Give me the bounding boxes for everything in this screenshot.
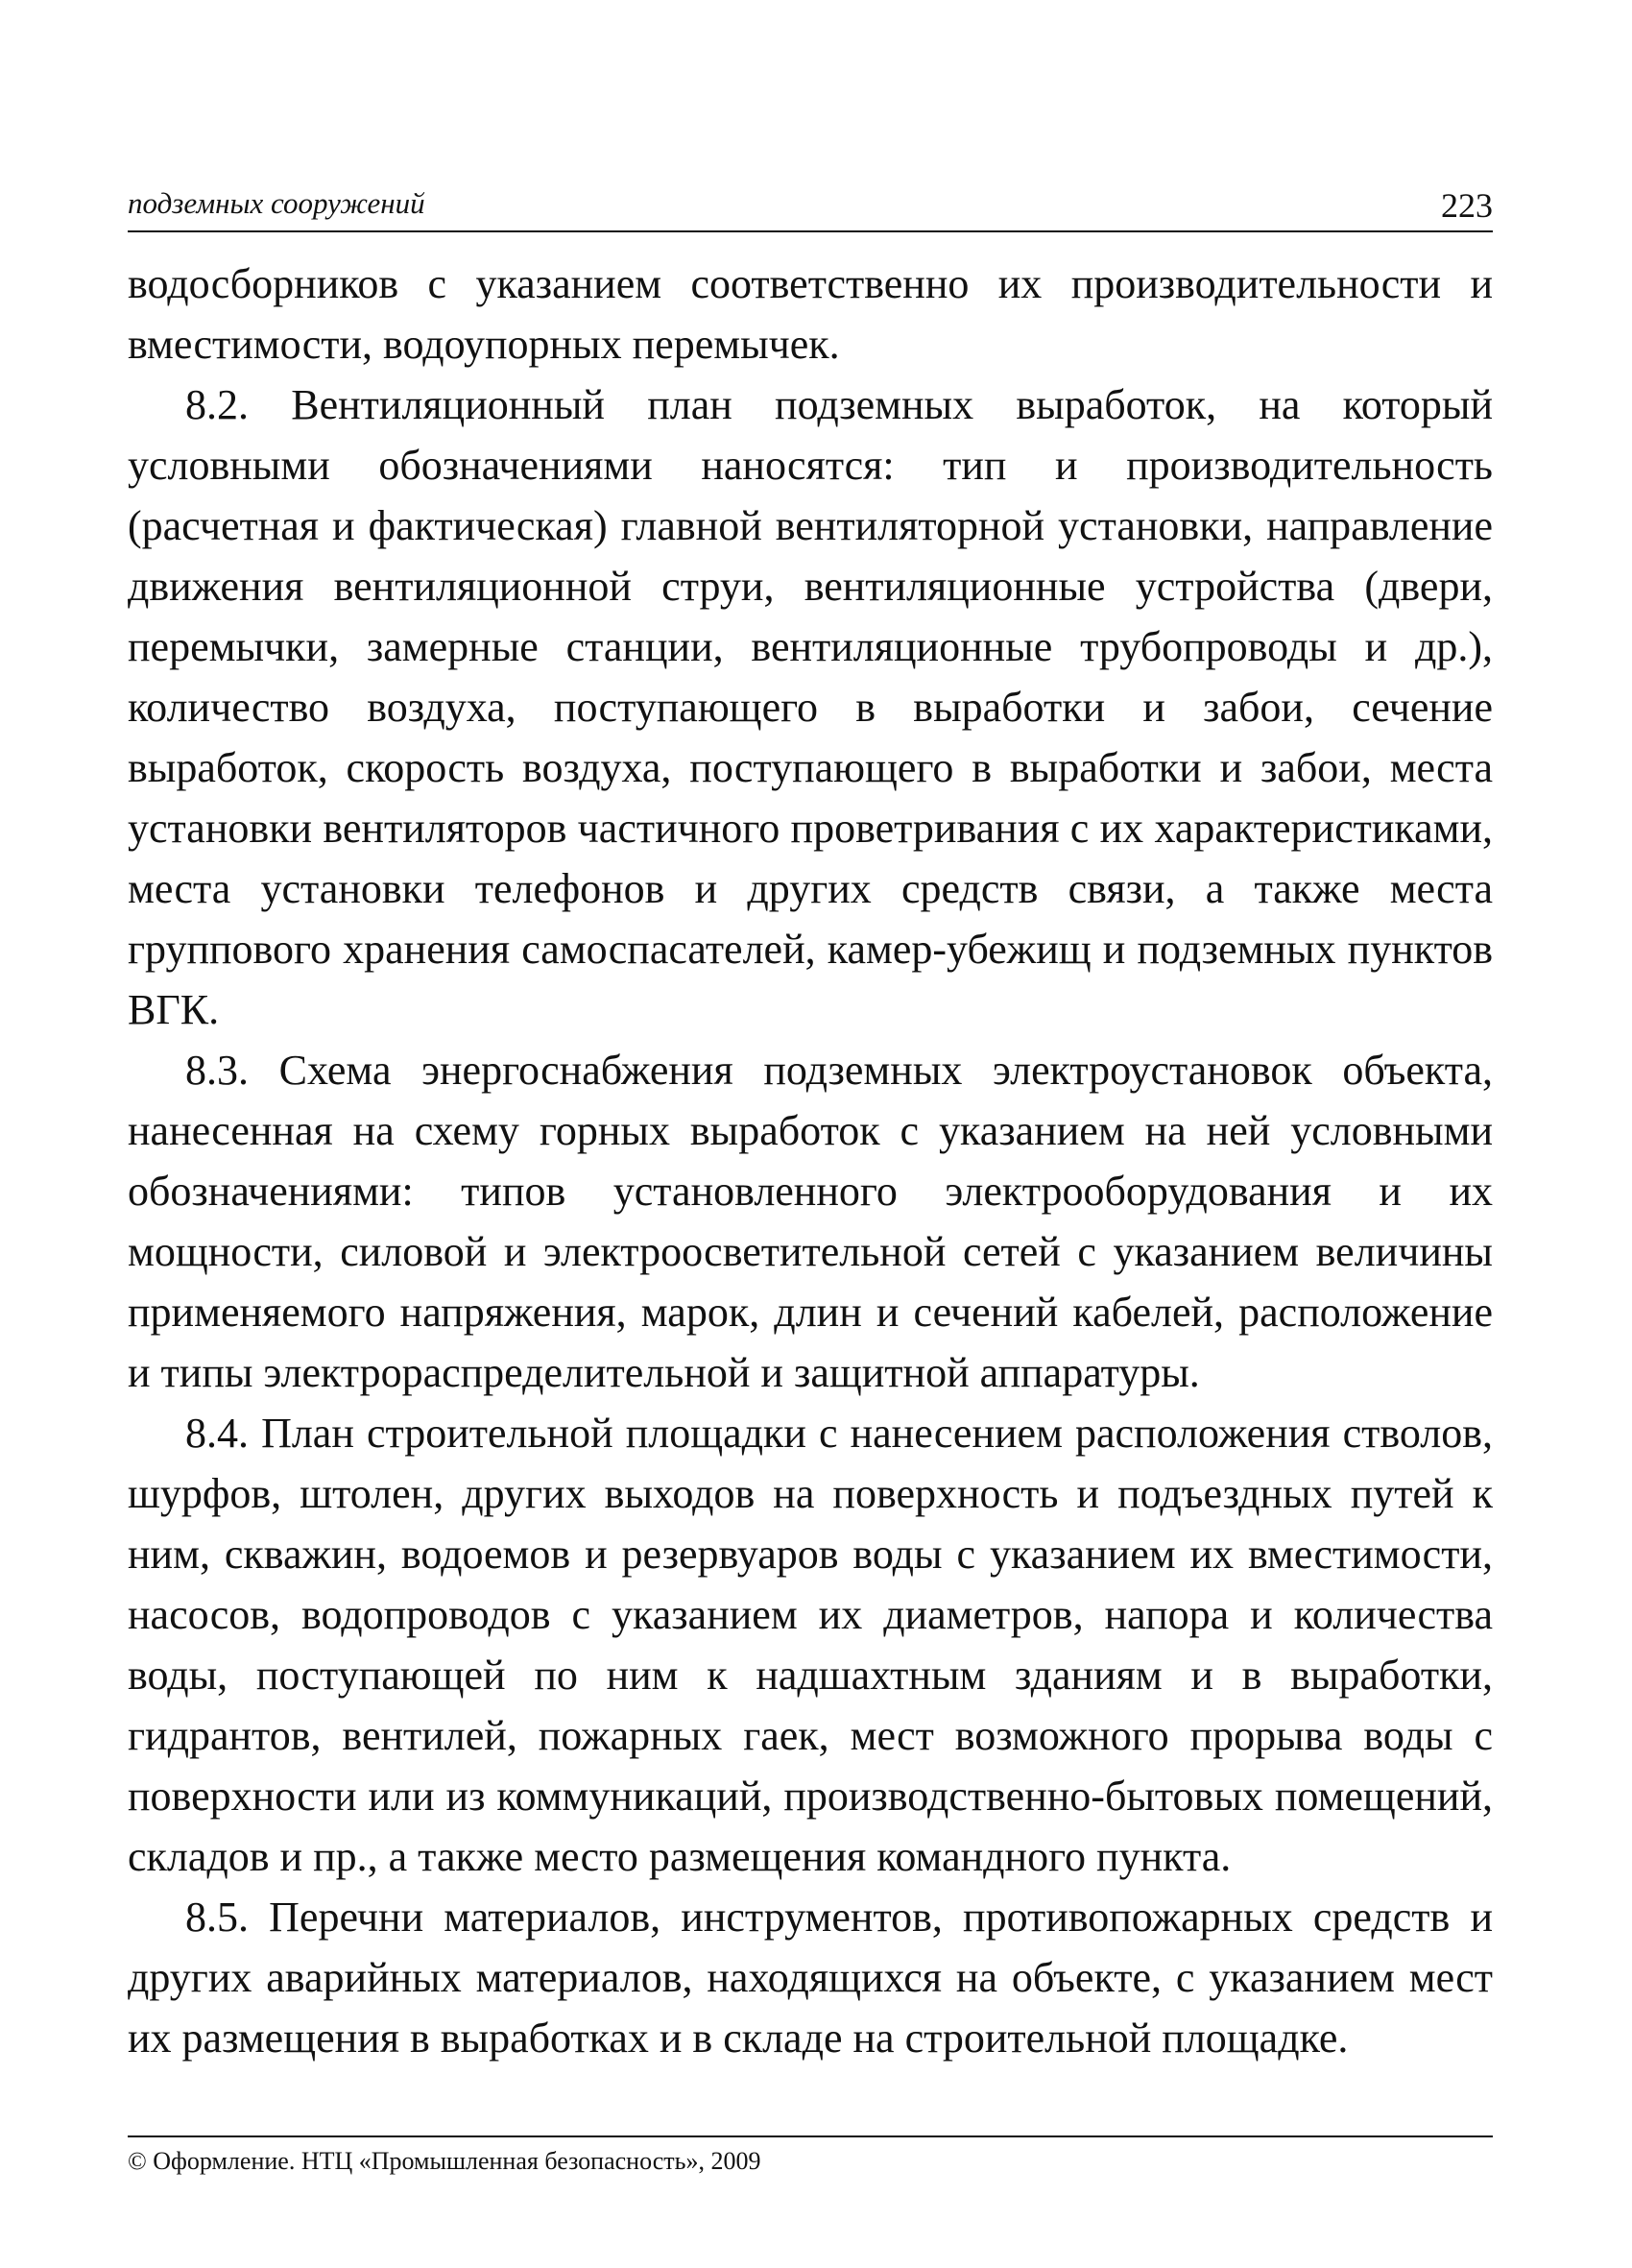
paragraph-8-4: 8.4. План строительной площадки с нанесением расположения стволов, шурфов, штолен, других выходов на поверхность и подъездных путей к ним, скважин, водоемов и резервуаров воды с указанием их вместимости, насосов, водопроводов с указанием их диаметров, напора и количества воды, поступающей по ним к надшахтным зданиям и в выработки, гидрантов, вентилей, пожарных гаек, мест возможного прорыва воды с поверхности или из коммуникаций, производственно-бытовых помещений, складов и пр., а также место размещения командного пункта. [128,1410,1493,1880]
running-head-title: подземных сооружений [128,186,425,220]
paragraph-8-2: 8.2. Вентиляционный план подземных выработок, на который условными обозначениями наносятся: тип и производительность (расчетная и фактическая) главной вентиляторной установки, направление движения вентиляционной струи, вентиляционные устройства (двери, перемычки, замерные станции, вентиляционные трубопроводы и др.), количество воздуха, поступающего в выработки и забои, сечение выработок, скорость воздуха, поступающего в выработки и забои, места установки вентиляторов частичного проветривания с их характеристиками, места установки телефонов и других средств связи, а также места группового хранения самоспасателей, камер-убежищ и подземных пунктов ВГК. [128,381,1493,1033]
footer-divider [128,2135,1493,2137]
main-text [128,253,1493,2068]
page-number: 223 [1441,186,1493,225]
lead-paragraph: водосборников с указанием соответственно их производительности и вместимости, водоупорных перемычек. [128,260,1493,368]
paragraph-8-3: 8.3. Схема энергоснабжения подземных электроустановок объекта, нанесенная на схему горных выработок с указанием на ней условными обозначениями: типов установленного электрооборудования и их мощности, силовой и электроосветительной сетей с указанием величины применяемого напряжения, марок, длин и сечений кабелей, расположение и типы электрораспределительной и защитной аппаратуры. [128,1047,1493,1396]
header-divider [128,230,1493,232]
running-head [128,188,1493,234]
copyright-footer: © Оформление. НТЦ «Промышленная безопасность», 2009 [128,2147,761,2175]
paragraph-8-5: 8.5. Перечни материалов, инструментов, противопожарных средств и других аварийных материалов, находящихся на объекте, с указанием мест их размещения в выработках и в складе на строительной площадке. [128,1894,1493,2062]
